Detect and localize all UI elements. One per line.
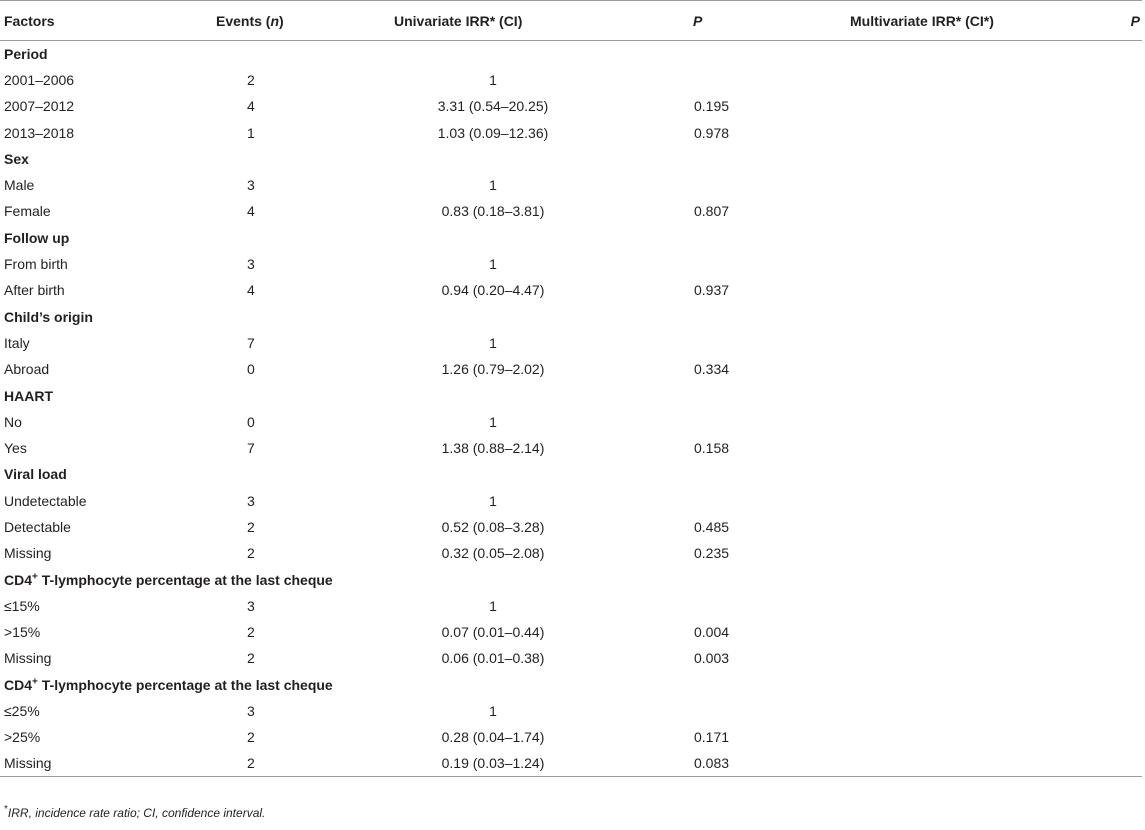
p-value-cell: 0.978 [694,124,730,141]
multivariate-cell [760,119,1075,145]
header-univariate: Univariate IRR* (CI) [310,1,660,41]
p-multivariate-cell [1075,172,1142,198]
factor-cell: Missing [0,751,200,777]
p-value-cell [660,488,760,514]
p-value-cell: 0.158 [694,440,730,457]
p-multivariate-cell [1075,645,1142,671]
group-title: Viral load [4,466,67,483]
factor-cell: Female [4,203,51,220]
multivariate-cell [760,330,1075,356]
univariate-cell [310,198,660,224]
multivariate-cell [760,251,1075,277]
factor-cell: Yes [4,440,27,457]
multivariate-cell [760,593,1075,619]
univariate-value: 0.52 (0.08–3.28) [441,518,545,535]
events-cell: 2 [247,729,255,746]
univariate-cell [310,172,660,198]
factor-cell: Undetectable [4,492,87,509]
multivariate-cell [760,67,1075,93]
group-title: Period [4,45,48,62]
table-row [0,619,1142,645]
header-p1-text: P [693,12,703,29]
univariate-cell [310,119,660,145]
p-multivariate-cell [1075,356,1142,382]
univariate-value: 1.26 (0.79–2.02) [441,361,545,378]
header-events-suffix: ) [279,12,284,29]
table-row [0,356,1142,382]
header-p2-text: P [1130,12,1140,29]
events-cell: 0 [247,361,255,378]
univariate-value: 1 [489,256,497,273]
factor-cell: 2007–2012 [4,98,75,115]
univariate-cell [310,409,660,435]
group-title: Follow up [4,229,70,246]
group-title: Child’s origin [4,308,93,325]
p-value-cell: 0.003 [694,650,730,667]
multivariate-cell [760,698,1075,724]
events-cell: 2 [247,518,255,535]
univariate-value: 1 [489,413,497,430]
footnote-text: IRR, incidence rate ratio; CI, confidence interval. [7,806,266,820]
group-title [0,566,1142,592]
header-row [0,1,1142,41]
group-header-row [0,225,1142,251]
univariate-cell [310,593,660,619]
group-header-row [0,382,1142,408]
multivariate-cell [760,751,1075,777]
multivariate-cell [760,619,1075,645]
events-cell: 2 [200,751,310,777]
factor-cell: No [4,413,22,430]
p-multivariate-cell [1075,619,1142,645]
p-value-cell [660,67,760,93]
p-value-cell: 0.195 [694,98,730,115]
table-row [0,435,1142,461]
factor-cell: ≤15% [4,597,40,614]
factor-cell: 2001–2006 [4,71,75,88]
factor-cell: >15% [4,624,41,641]
factor-cell: ≤25% [4,703,40,720]
p-value-cell [660,172,760,198]
factor-cell: Missing [4,650,52,667]
events-cell: 3 [247,703,255,720]
footnote-mark: * [4,804,8,815]
multivariate-cell [760,645,1075,671]
factor-cell: Abroad [4,361,50,378]
table-body [0,41,1142,777]
univariate-cell [310,356,660,382]
multivariate-cell [760,514,1075,540]
p-multivariate-cell [1075,67,1142,93]
header-events-prefix: Events ( [216,12,271,29]
factor-cell: 2013–2018 [4,124,75,141]
header-events [200,1,310,41]
p-multivariate-cell [1075,751,1142,777]
table-row [0,488,1142,514]
events-cell: 0 [247,413,255,430]
univariate-value: 0.32 (0.05–2.08) [441,545,545,562]
factor-cell: Detectable [4,518,71,535]
p-multivariate-cell [1075,514,1142,540]
univariate-cell [310,67,660,93]
table-row [0,198,1142,224]
univariate-value: 1 [489,492,497,509]
events-cell: 3 [247,597,255,614]
factor-cell: Italy [4,334,30,351]
group-title: Sex [4,150,29,167]
group-header-row [0,672,1142,698]
group-header-row [0,303,1142,329]
univariate-cell [310,619,660,645]
p-value-cell [660,330,760,356]
p-value-cell [660,593,760,619]
header-p-univariate [660,1,760,41]
p-value-cell [660,409,760,435]
table-row [0,409,1142,435]
group-header-row [0,41,1142,67]
multivariate-cell [760,198,1075,224]
events-cell: 2 [247,545,255,562]
events-cell: 3 [247,256,255,273]
group-title-sup: + [32,570,38,582]
p-value-cell: 0.235 [694,545,730,562]
table-row [0,540,1142,566]
p-multivariate-cell [1075,93,1142,119]
univariate-value: 1 [489,334,497,351]
p-multivariate-cell [1075,698,1142,724]
table-header [0,1,1142,41]
factor-cell: After birth [4,282,65,299]
table-row [0,514,1142,540]
univariate-cell [310,514,660,540]
group-title-prefix: CD4 [4,571,33,588]
univariate-value: 1 [489,597,497,614]
group-title-suffix: T-lymphocyte percentage at the last cheque [37,571,333,588]
events-cell: 1 [247,124,255,141]
p-value-cell: 0.485 [694,518,730,535]
p-value-cell: 0.171 [694,729,730,746]
table-row [0,277,1142,303]
table-row [0,67,1142,93]
header-factors: Factors [0,1,200,41]
univariate-value: 0.94 (0.20–4.47) [441,282,545,299]
events-cell: 2 [247,71,255,88]
events-cell: 7 [247,334,255,351]
table-row [0,593,1142,619]
univariate-value: 0.06 (0.01–0.38) [441,650,545,667]
multivariate-cell [760,356,1075,382]
table-row [0,251,1142,277]
univariate-value: 3.31 (0.54–20.25) [437,98,549,115]
p-value-cell [660,698,760,724]
group-header-row [0,566,1142,592]
univariate-value: 0.28 (0.04–1.74) [441,729,545,746]
group-title-suffix: T-lymphocyte percentage at the last cheque [37,676,333,693]
p-multivariate-cell [1075,593,1142,619]
header-multivariate: Multivariate IRR* (CI*) [760,1,1075,41]
factor-cell: >25% [4,729,41,746]
univariate-value: 0.19 (0.03–1.24) [441,755,545,772]
p-multivariate-cell [1075,488,1142,514]
univariate-cell [310,488,660,514]
univariate-cell [310,330,660,356]
events-cell: 4 [247,98,255,115]
events-cell: 4 [247,203,255,220]
events-cell: 2 [247,624,255,641]
p-multivariate-cell [1075,251,1142,277]
p-value-cell: 0.004 [694,624,730,641]
table-row [0,751,1142,777]
univariate-cell [310,435,660,461]
multivariate-cell [760,488,1075,514]
group-title [0,672,1142,698]
events-cell: 7 [247,440,255,457]
table-row [0,93,1142,119]
p-multivariate-cell [1075,540,1142,566]
univariate-value: 1 [489,71,497,88]
univariate-value: 0.83 (0.18–3.81) [441,203,545,220]
p-multivariate-cell [1075,435,1142,461]
p-value-cell: 0.937 [694,282,730,299]
univariate-cell [310,93,660,119]
group-header-row [0,461,1142,487]
univariate-value: 0.07 (0.01–0.44) [441,624,545,641]
group-title-prefix: CD4 [4,676,33,693]
univariate-value: 1.38 (0.88–2.14) [441,440,545,457]
header-p-multivariate [1075,1,1142,41]
table-row [0,172,1142,198]
univariate-cell [310,645,660,671]
p-multivariate-cell [1075,198,1142,224]
factor-cell: Missing [4,545,52,562]
table-row [0,724,1142,750]
univariate-value: 1 [489,703,497,720]
group-title-sup: + [32,676,38,688]
factor-cell: Male [4,177,35,194]
univariate-cell [310,540,660,566]
univariate-value: 1 [489,177,497,194]
table-row [0,330,1142,356]
multivariate-cell [760,724,1075,750]
events-cell: 3 [247,177,255,194]
p-value-cell: 0.083 [660,751,760,777]
univariate-cell [310,251,660,277]
univariate-value: 1.03 (0.09–12.36) [437,124,549,141]
multivariate-cell [760,409,1075,435]
univariate-cell [310,751,660,777]
univariate-cell [310,724,660,750]
multivariate-cell [760,172,1075,198]
events-cell: 2 [247,650,255,667]
header-events-n: n [270,12,280,29]
p-multivariate-cell [1075,330,1142,356]
univariate-cell [310,277,660,303]
factor-cell: From birth [4,256,68,273]
multivariate-cell [760,435,1075,461]
table-row [0,645,1142,671]
table-row [0,698,1142,724]
multivariate-cell [760,540,1075,566]
p-multivariate-cell [1075,724,1142,750]
table-row [0,119,1142,145]
multivariate-cell [760,93,1075,119]
group-title: HAART [4,387,53,404]
p-multivariate-cell [1075,119,1142,145]
p-value-cell: 0.807 [694,203,730,220]
p-value-cell [660,251,760,277]
table-footnote [4,806,265,820]
p-multivariate-cell [1075,277,1142,303]
group-header-row [0,146,1142,172]
univariate-cell [310,698,660,724]
events-cell: 3 [247,492,255,509]
multivariate-cell [760,277,1075,303]
events-cell: 4 [247,282,255,299]
p-value-cell: 0.334 [694,361,730,378]
p-multivariate-cell [1075,409,1142,435]
